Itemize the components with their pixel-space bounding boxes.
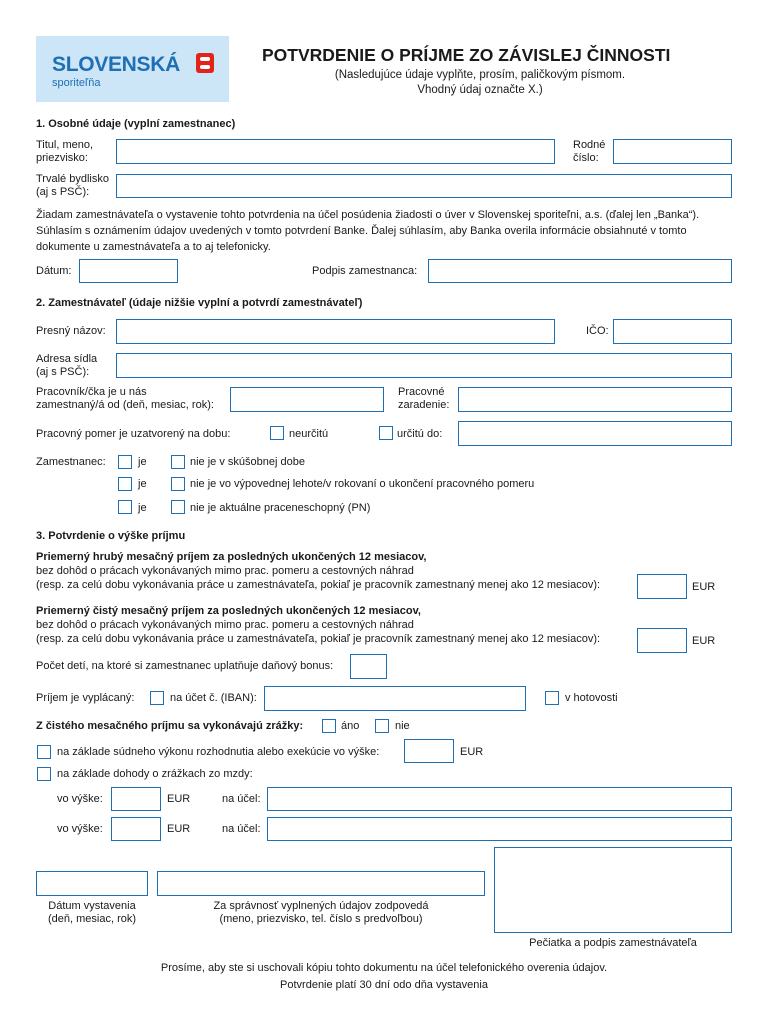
status-3-no-checkbox[interactable] xyxy=(171,500,185,514)
employee-status-label: Zamestnanec: xyxy=(36,456,106,468)
deduction-purpose-1-field[interactable] xyxy=(267,787,732,811)
subtitle-line-1: (Nasledujúce údaje vyplňte, prosím, paličkovým písmom. xyxy=(334,69,626,81)
position-label-1: Pracovné xyxy=(398,386,445,398)
net-income-currency: EUR xyxy=(692,635,716,647)
notice-period-label: nie je vo výpovednej lehote/v rokovaní o ukončení pracovného pomeru xyxy=(190,478,535,490)
net-income-line-3: (resp. za celú dobu vykonávania práce u zamestnávateľa, pokiaľ je pracovník zamestnaný menej ako 12 mesiacov): xyxy=(36,633,601,645)
employed-since-label-1: Pracovník/čka je u nás xyxy=(36,386,147,398)
page-title: POTVRDENIE O PRÍJME ZO ZÁVISLEJ ČINNOSTI xyxy=(262,45,671,65)
gross-income-field[interactable] xyxy=(637,574,687,599)
name-label-2: priezvisko: xyxy=(36,152,88,164)
section-3-heading: 3. Potvrdenie o výške príjmu xyxy=(36,530,186,542)
deductions-yes-checkbox[interactable] xyxy=(322,719,336,733)
name-label-1: Titul, meno, xyxy=(36,139,94,151)
logo-name: SLOVENSKÁ xyxy=(52,53,180,76)
amount-label-1: vo výške: xyxy=(57,793,103,805)
section-1-heading: 1. Osobné údaje (vyplní zamestnanec) xyxy=(36,118,236,130)
purpose-label-2: na účel: xyxy=(222,823,261,835)
responsible-person-label-1: Za správnosť vyplnených údajov zodpovedá xyxy=(213,900,429,912)
contract-label: Pracovný pomer je uzatvorený na dobu: xyxy=(36,428,231,440)
children-label: Počet detí, na ktoré si zamestnanec uplatňuje daňový bonus: xyxy=(36,660,334,672)
employed-since-label-2: zamestnaný/á od (deň, mesiac, rok): xyxy=(36,399,214,411)
responsible-person-field[interactable] xyxy=(157,871,485,896)
copy-note: Prosíme, aby ste si uschovali kópiu tohto dokumentu na účel telefonického overenia údajov. xyxy=(160,962,608,974)
account-label: na účet č. (IBAN): xyxy=(170,692,257,704)
bank-logo xyxy=(36,36,229,102)
indefinite-checkbox[interactable] xyxy=(270,426,284,440)
status-2-no-checkbox[interactable] xyxy=(171,477,185,491)
status-3-yes-label: je xyxy=(138,502,147,514)
gross-income-line-2: bez dohôd o prácach vykonávaných mimo prac. pomeru a cestovných náhrad xyxy=(36,565,414,577)
deductions-no-label: nie xyxy=(395,720,410,732)
logo-subtitle: sporiteľňa xyxy=(52,77,101,89)
deductions-yes-label: áno xyxy=(341,720,360,732)
date-field[interactable] xyxy=(79,259,178,283)
definite-checkbox[interactable] xyxy=(379,426,393,440)
amount-label-2: vo výške: xyxy=(57,823,103,835)
court-deduction-checkbox[interactable] xyxy=(37,745,51,759)
cash-checkbox[interactable] xyxy=(545,691,559,705)
iban-field[interactable] xyxy=(264,686,526,711)
deductions-no-checkbox[interactable] xyxy=(375,719,389,733)
cash-label: v hotovosti xyxy=(565,692,618,704)
court-deduction-currency: EUR xyxy=(460,746,484,758)
address-label-2: (aj s PSČ): xyxy=(36,186,90,198)
issue-date-label-1: Dátum vystavenia xyxy=(48,900,136,912)
amount-currency-2: EUR xyxy=(167,823,191,835)
net-income-field[interactable] xyxy=(637,628,687,653)
employer-name-field[interactable] xyxy=(116,319,555,344)
consent-line-3: dokumente u zamestnávateľa a to aj telefonicky. xyxy=(36,241,271,253)
indefinite-label: neurčitú xyxy=(289,428,329,440)
status-1-no-checkbox[interactable] xyxy=(171,455,185,469)
employed-since-field[interactable] xyxy=(230,387,384,412)
stamp-signature-label: Pečiatka a podpis zamestnávateľa xyxy=(529,937,697,949)
amount-currency-1: EUR xyxy=(167,793,191,805)
address-label-1: Trvalé bydlisko xyxy=(36,173,109,185)
agreement-deduction-label: na základe dohody o zrážkach zo mzdy: xyxy=(57,768,253,780)
birth-number-label-1: Rodné xyxy=(573,139,606,151)
birth-number-field[interactable] xyxy=(613,139,732,164)
position-label-2: zaradenie: xyxy=(398,399,450,411)
date-label: Dátum: xyxy=(36,265,72,277)
employee-address-field[interactable] xyxy=(116,174,732,198)
account-checkbox[interactable] xyxy=(150,691,164,705)
employee-signature-label: Podpis zamestnanca: xyxy=(312,265,418,277)
status-1-yes-label: je xyxy=(138,456,147,468)
net-income-line-2: bez dohôd o prácach vykonávaných mimo prac. pomeru a cestovných náhrad xyxy=(36,619,414,631)
employer-address-label-1: Adresa sídla xyxy=(36,353,98,365)
consent-paragraph xyxy=(36,207,736,255)
net-income-title: Priemerný čistý mesačný príjem za posledných ukončených 12 mesiacov, xyxy=(36,605,421,617)
gross-income-title: Priemerný hrubý mesačný príjem za posledných ukončených 12 mesiacov, xyxy=(36,551,427,563)
employee-signature-field[interactable] xyxy=(428,259,732,283)
ico-field[interactable] xyxy=(613,319,732,344)
deduction-amount-2-field[interactable] xyxy=(111,817,161,841)
definite-until-field[interactable] xyxy=(458,421,732,446)
consent-line-2: Súhlasím s oznámením údajov uvedených v tomto potvrdení Banke. Ďalej súhlasím, aby Banka overila informácie obsiahnuté v tomto xyxy=(36,225,687,237)
deduction-amount-1-field[interactable] xyxy=(111,787,161,811)
birth-number-label-2: číslo: xyxy=(573,152,599,164)
gross-income-line-3: (resp. za celú dobu vykonávania práce u zamestnávateľa, pokiaľ je pracovník zamestnaný menej ako 12 mesiacov): xyxy=(36,579,601,591)
issue-date-label-2: (deň, mesiac, rok) xyxy=(47,913,137,925)
page-subtitle xyxy=(300,68,660,98)
status-1-yes-checkbox[interactable] xyxy=(118,455,132,469)
employer-name-label: Presný názov: xyxy=(36,325,106,337)
validity-note: Potvrdenie platí 30 dní odo dňa vystavenia xyxy=(280,979,488,991)
probation-label: nie je v skúšobnej dobe xyxy=(190,456,305,468)
position-field[interactable] xyxy=(458,387,732,412)
employer-address-field[interactable] xyxy=(116,353,732,378)
sick-leave-label: nie je aktuálne praceneschopný (PN) xyxy=(190,502,371,514)
subtitle-line-2: Vhodný údaj označte X.) xyxy=(417,84,543,96)
deductions-label: Z čistého mesačného príjmu sa vykonávajú zrážky: xyxy=(36,720,304,732)
agreement-deduction-checkbox[interactable] xyxy=(37,767,51,781)
payment-method-label: Príjem je vyplácaný: xyxy=(36,692,135,704)
consent-line-1: Žiadam zamestnávateľa o vystavenie tohto potvrdenia na účel posúdenia žiadosti o úver v Slovenskej sporiteľni, a.s. (ďalej len „Banka“). xyxy=(36,209,700,221)
status-2-yes-label: je xyxy=(138,478,147,490)
deduction-purpose-2-field[interactable] xyxy=(267,817,732,841)
employee-name-field[interactable] xyxy=(116,139,555,164)
employer-address-label-2: (aj s PSČ): xyxy=(36,366,90,378)
court-deduction-label: na základe súdneho výkonu rozhodnutia alebo exekúcie vo výške: xyxy=(57,746,380,758)
stamp-signature-field[interactable] xyxy=(494,847,732,933)
issue-date-field[interactable] xyxy=(36,871,148,896)
section-2-heading: 2. Zamestnávateľ (údaje nižšie vyplní a potvrdí zamestnávateľ) xyxy=(36,297,363,309)
definite-label: určitú do: xyxy=(397,428,443,440)
children-count-field[interactable] xyxy=(350,654,387,679)
status-3-yes-checkbox[interactable] xyxy=(118,500,132,514)
purpose-label-1: na účel: xyxy=(222,793,261,805)
status-2-yes-checkbox[interactable] xyxy=(118,477,132,491)
court-deduction-amount-field[interactable] xyxy=(404,739,454,763)
logo-s-icon xyxy=(196,53,214,73)
responsible-person-label-2: (meno, priezvisko, tel. číslo s predvoľbou) xyxy=(219,913,423,925)
ico-label: IČO: xyxy=(586,325,609,337)
gross-income-currency: EUR xyxy=(692,581,716,593)
